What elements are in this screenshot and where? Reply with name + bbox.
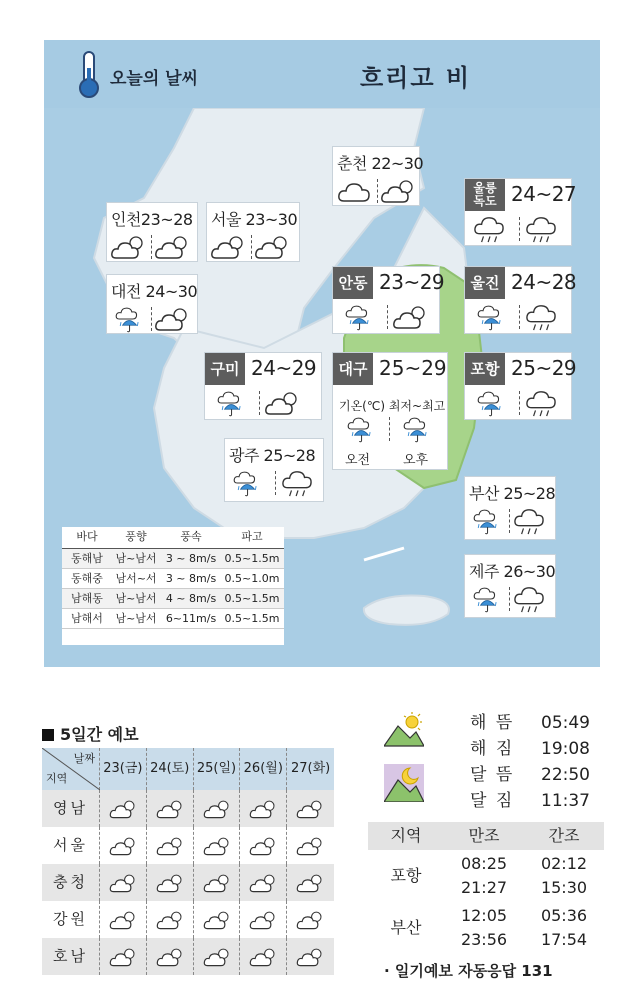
moonset-row: 달 짐 11:37 xyxy=(470,791,590,811)
city-daegu-tag: 대구 xyxy=(333,353,373,385)
forecast-cell xyxy=(287,827,334,864)
sunrise-icon xyxy=(384,712,424,748)
cloudy-sun-icon xyxy=(295,909,325,931)
forecast-title: 5일간 예보 xyxy=(42,722,139,745)
city-gumi-tag: 구미 xyxy=(205,353,245,385)
sea-table-header: 바다 풍향 풍속 파고 xyxy=(62,527,284,549)
city-incheon-label: 인천23~28 xyxy=(111,210,193,229)
city-card-incheon xyxy=(106,202,198,262)
rain-cloud-icon xyxy=(513,507,547,535)
city-jeju-label: 제주 26~30 xyxy=(469,562,556,581)
city-card-andong xyxy=(332,266,445,334)
five-day-forecast-table xyxy=(42,748,334,975)
am-label: 오전 xyxy=(345,453,371,468)
table-row xyxy=(42,827,334,864)
forecast-header xyxy=(42,748,334,790)
forecast-cell xyxy=(147,790,194,827)
city-card-gwangju xyxy=(224,438,324,502)
forecast-cell xyxy=(287,901,334,938)
city-card-pohang xyxy=(464,352,577,420)
forecast-cell xyxy=(100,864,147,901)
cloudy-sun-icon xyxy=(108,909,138,931)
rain-umbrella-icon xyxy=(473,303,507,331)
city-ulleung-tag: 울릉 독도 xyxy=(465,179,505,211)
city-card-gumi xyxy=(204,352,322,420)
city-gwangju-label: 광주 25~28 xyxy=(229,446,316,465)
city-card-chuncheon xyxy=(332,146,424,206)
forecast-cell xyxy=(240,864,287,901)
forecast-region: 호남 xyxy=(42,938,100,975)
pm-label: 오후 xyxy=(403,453,429,468)
cloudy-icon xyxy=(337,177,371,205)
cloudy-sun-icon xyxy=(202,946,232,968)
rain-cloud-icon xyxy=(525,215,559,243)
forecast-date: 23(금) xyxy=(100,748,147,790)
table-row: 남해동 남~남서 4 ~ 8m/s 0.5~1.5m xyxy=(62,589,284,609)
cloudy-sun-icon xyxy=(155,946,185,968)
cloudy-sun-icon xyxy=(111,233,145,261)
tide-table xyxy=(368,822,604,954)
cloudy-sun-icon xyxy=(295,798,325,820)
forecast-cell xyxy=(287,938,334,975)
city-andong-tag: 안동 xyxy=(333,267,373,299)
cloudy-sun-icon xyxy=(248,872,278,894)
tide-row: 포항 08:25 21:27 02:12 15:30 xyxy=(390,854,588,897)
forecast-cell xyxy=(100,901,147,938)
forecast-cell xyxy=(147,938,194,975)
forecast-region: 강원 xyxy=(42,901,100,938)
rain-cloud-icon xyxy=(525,303,559,331)
forecast-cell xyxy=(194,938,241,975)
table-row: 동해중 남서~서 3 ~ 8m/s 0.5~1.0m xyxy=(62,569,284,589)
cloudy-sun-icon xyxy=(202,798,232,820)
sunset-row: 해 짐 19:08 xyxy=(470,739,590,759)
forecast-region: 충청 xyxy=(42,864,100,901)
forecast-date: 27(화) xyxy=(290,761,331,776)
rain-umbrella-icon xyxy=(213,389,247,417)
cloudy-sun-icon xyxy=(202,872,232,894)
city-card-jeju xyxy=(464,554,556,618)
forecast-cell xyxy=(240,901,287,938)
rain-umbrella-icon xyxy=(469,585,503,613)
tide-row: 부산 12:05 23:56 05:36 17:54 xyxy=(390,906,588,949)
moon-icon xyxy=(384,764,424,802)
cloudy-sun-icon xyxy=(248,946,278,968)
table-row xyxy=(42,790,334,827)
cloudy-sun-icon xyxy=(155,909,185,931)
panel-header xyxy=(44,40,600,108)
cloudy-sun-icon xyxy=(108,835,138,857)
city-card-seoul xyxy=(206,202,300,262)
cloudy-sun-icon xyxy=(155,233,189,261)
rain-umbrella-icon xyxy=(343,415,377,443)
forecast-cell xyxy=(240,938,287,975)
city-card-daegu xyxy=(332,352,448,470)
rain-cloud-icon xyxy=(473,215,507,243)
forecast-date: 26(월) xyxy=(240,748,287,790)
cloudy-sun-icon xyxy=(155,305,189,333)
cloudy-sun-icon xyxy=(108,946,138,968)
rain-cloud-icon xyxy=(281,469,315,497)
forecast-region: 영남 xyxy=(42,790,100,827)
forecast-cell xyxy=(287,864,334,901)
cloudy-sun-icon xyxy=(295,835,325,857)
forecast-cell xyxy=(194,864,241,901)
forecast-cell xyxy=(147,864,194,901)
city-seoul-label: 서울 23~30 xyxy=(211,210,298,229)
table-row: 남해서 남~남서 6~11m/s 0.5~1.5m xyxy=(62,609,284,629)
moonrise-row: 달 뜸 22:50 xyxy=(470,765,590,785)
forecast-cell xyxy=(240,790,287,827)
cloudy-sun-icon xyxy=(211,233,245,261)
cloudy-sun-icon xyxy=(108,872,138,894)
forecast-cell xyxy=(240,827,287,864)
cloudy-sun-icon xyxy=(393,303,427,331)
city-andong-temp: 23~29 xyxy=(379,270,445,294)
forecast-cell xyxy=(147,901,194,938)
sea-conditions-table xyxy=(62,527,284,645)
forecast-cell xyxy=(194,827,241,864)
city-gumi-temp: 24~29 xyxy=(251,356,317,380)
city-daejeon-label: 대전 24~30 xyxy=(111,282,198,301)
forecast-cell xyxy=(194,790,241,827)
rain-umbrella-icon xyxy=(341,303,375,331)
cloudy-sun-icon xyxy=(202,909,232,931)
city-ulleung-temp: 24~27 xyxy=(511,182,577,206)
city-pohang-temp: 25~29 xyxy=(511,356,577,380)
city-card-busan xyxy=(464,476,556,540)
sunrise-row: 해 뜸 05:49 xyxy=(470,713,590,733)
cloudy-sun-icon xyxy=(155,872,185,894)
cloudy-sun-icon xyxy=(248,798,278,820)
forecast-cell xyxy=(100,827,147,864)
forecast-cell xyxy=(194,901,241,938)
rain-umbrella-icon xyxy=(399,415,433,443)
city-uljin-tag: 울진 xyxy=(465,267,505,299)
thermometer-icon xyxy=(74,50,104,100)
table-row: 동해남 남~남서 3 ~ 8m/s 0.5~1.5m xyxy=(62,549,284,569)
city-card-daejeon xyxy=(106,274,198,334)
forecast-date: 24(토) xyxy=(147,748,194,790)
today-weather-panel xyxy=(44,40,600,667)
forecast-cell xyxy=(147,827,194,864)
tide-header: 지역 만조 간조 xyxy=(368,822,604,850)
cloudy-sun-icon xyxy=(381,177,415,205)
rain-cloud-icon xyxy=(513,585,547,613)
forecast-cell xyxy=(287,790,334,827)
rain-cloud-icon xyxy=(525,389,559,417)
rain-umbrella-icon xyxy=(111,305,145,333)
city-pohang-tag: 포항 xyxy=(465,353,505,385)
cloudy-sun-icon xyxy=(155,835,185,857)
cloudy-sun-icon xyxy=(295,946,325,968)
cloudy-sun-icon xyxy=(248,909,278,931)
city-chuncheon-label: 춘천 22~30 xyxy=(337,154,424,173)
city-card-ulleung xyxy=(464,178,577,246)
city-daegu-temp: 25~29 xyxy=(379,356,447,380)
city-busan-label: 부산 25~28 xyxy=(469,484,556,503)
today-label: 오늘의 날씨 xyxy=(110,69,199,89)
temperature-legend-note: 기온(℃) 최저~최고 xyxy=(339,399,446,413)
ars-info: · 일기예보 자동응답 131 xyxy=(384,962,553,980)
cloudy-sun-icon xyxy=(295,872,325,894)
cloudy-sun-icon xyxy=(248,835,278,857)
forecast-cell xyxy=(100,790,147,827)
forecast-region: 서울 xyxy=(42,827,100,864)
cloudy-sun-icon xyxy=(155,798,185,820)
table-row xyxy=(42,938,334,975)
rain-umbrella-icon xyxy=(229,469,263,497)
rain-umbrella-icon xyxy=(473,389,507,417)
rain-umbrella-icon xyxy=(469,507,503,535)
cloudy-sun-icon xyxy=(255,233,289,261)
cloudy-sun-icon xyxy=(108,798,138,820)
forecast-date: 25(일) xyxy=(194,748,241,790)
cloudy-sun-icon xyxy=(265,389,299,417)
city-uljin-temp: 24~28 xyxy=(511,270,577,294)
forecast-cell xyxy=(100,938,147,975)
table-row xyxy=(42,901,334,938)
weather-summary: 흐리고 비 xyxy=(360,64,472,92)
forecast-corner: 날짜 지역 xyxy=(42,748,100,790)
city-card-uljin xyxy=(464,266,577,334)
cloudy-sun-icon xyxy=(202,835,232,857)
table-row xyxy=(42,864,334,901)
